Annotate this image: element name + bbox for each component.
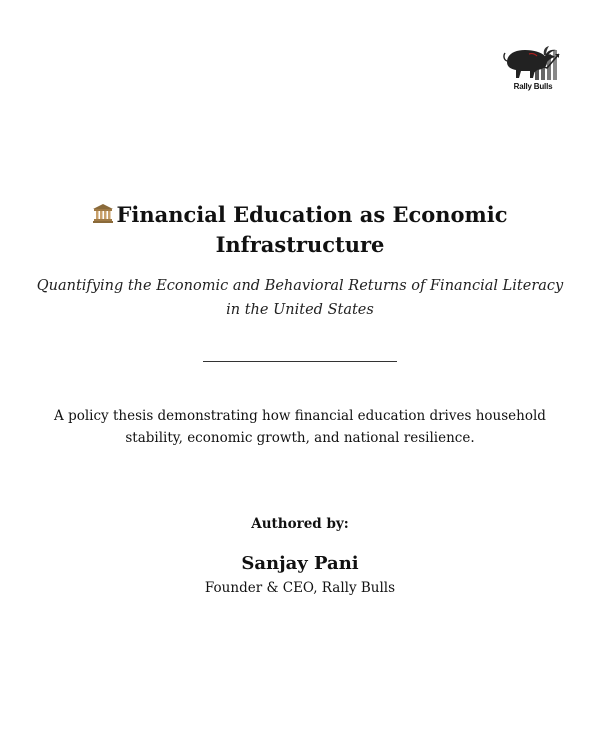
section-divider (203, 361, 397, 362)
classical-building-icon (92, 202, 114, 224)
authored-by-label: Authored by: (251, 516, 349, 532)
logo-text: Rally Bulls (513, 82, 553, 91)
bull-chart-logo-icon (501, 40, 565, 84)
author-title: Founder & CEO, Rally Bulls (204, 580, 396, 596)
company-logo (501, 40, 565, 96)
title-block (40, 200, 560, 260)
document-title (40, 200, 560, 260)
document-description: A policy thesis demonstrating how financial education drives household stability, economic growth, and national resilience. (54, 408, 546, 446)
document-subtitle: Quantifying the Economic and Behavioral Returns of Financial Literacy in the United States (36, 278, 564, 318)
author-name: Sanjay Pani (241, 553, 359, 574)
document-title-text: Financial Education as Economic Infrastructure (116, 202, 508, 257)
